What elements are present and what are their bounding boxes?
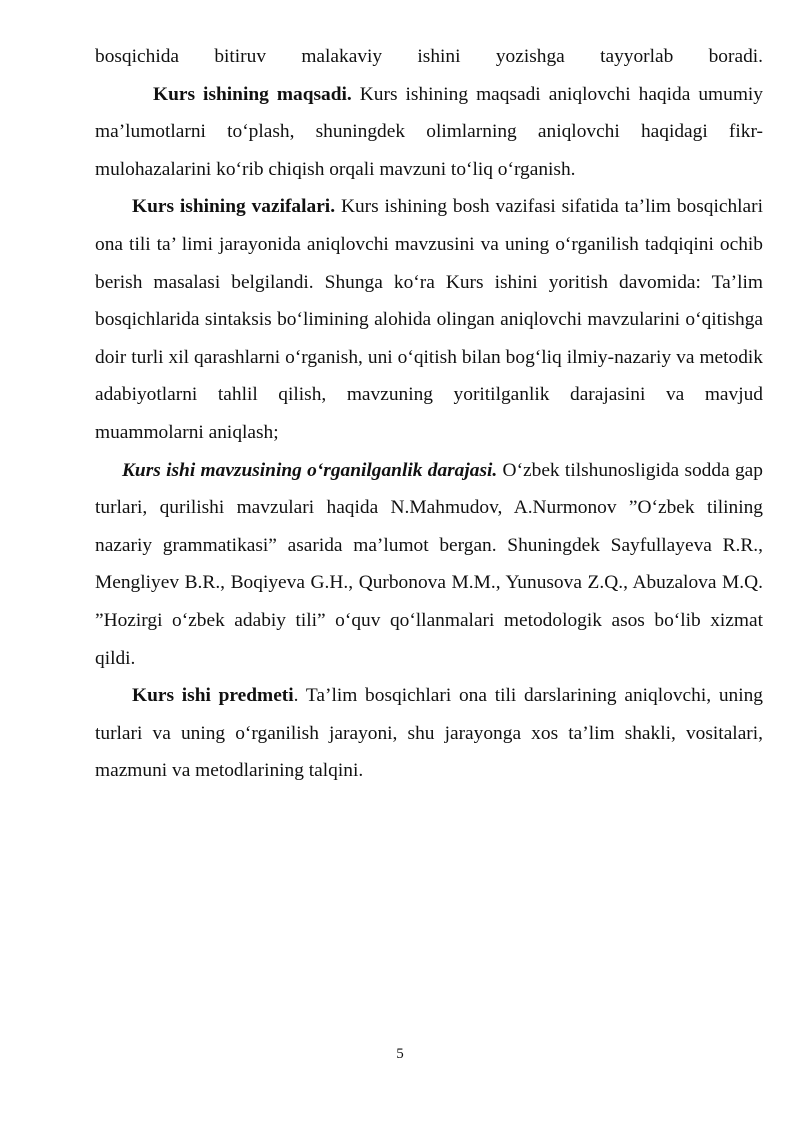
- heading-study-level: Kurs ishi mavzusining o‘rganilganlik darajasi.: [122, 459, 498, 481]
- paragraph-text: bosqichida bitiruv malakaviy ishini yozishga tayyorlab boradi.: [95, 46, 763, 67]
- paragraph-subject: [95, 677, 763, 790]
- heading-subject: Kurs ishi predmeti: [132, 685, 294, 707]
- paragraph-tasks: [95, 188, 763, 451]
- heading-tasks: Kurs ishining vazifalari.: [132, 196, 336, 218]
- page-number: 5: [396, 1046, 404, 1062]
- paragraph-text: Kurs ishining bosh vazifasi sifatida ta’lim bosqichlari ona tili ta’ limi jarayonida aniqlovchi mavzusini va uning o‘rganilish tadqiqini ochib berish masalasi belgilandi. Shunga ko‘ra Kurs ishini yoritish davomida: Ta’lim bosqichlarida sintaksis bo‘limining alohida olingan aniqlovchi mavzularini o‘qitishga doir turli xil qarashlarni o‘rganish, uni o‘qitish bilan bog‘liq ilmiy-nazariy va metodik adabiyotlarni tahlil qilish, mavzuning yoritilganlik darajasini va mavjud muammolarni aniqlash;: [95, 196, 764, 443]
- paragraph-goal: [95, 76, 763, 189]
- heading-goal: Kurs ishining maqsadi.: [153, 83, 352, 105]
- paragraph-text: O‘zbek tilshunosligida sodda gap turlari, qurilishi mavzulari haqida N.Mahmudov, A.Nurmonov ”O‘zbek tilining nazariy grammatikasi” asarida ma’lumot bergan. Shuningdek Sayfullayeva R.R., Mengliyev B.R., Boqiyeva G.H., Qurbonova M.M., Yunusova Z.Q., Abuzalova M.Q. ”Hozirgi o‘zbek adabiy tili” o‘quv qo‘llanmalari metodologik asos bo‘lib xizmat qildi.: [95, 459, 763, 669]
- paragraph-continuation: [95, 38, 763, 76]
- paragraph-text: Kurs ishining maqsadi aniqlovchi haqida umumiy ma’lumotlarni to‘plash, shuningdek olimlarning aniqlovchi haqidagi fikr-mulohazalarini ko‘rib chiqish orqali mavzuni to‘liq o‘rganish.: [95, 83, 763, 180]
- paragraph-text: . Ta’lim bosqichlari ona tili darslarining aniqlovchi, uning turlari va uning o‘rganilish jarayoni, shu jarayonga xos ta’lim shakli, vositalari, mazmuni va metodlarining talqini.: [95, 685, 763, 782]
- paragraph-study-level: [95, 452, 763, 678]
- body-text: [95, 38, 763, 790]
